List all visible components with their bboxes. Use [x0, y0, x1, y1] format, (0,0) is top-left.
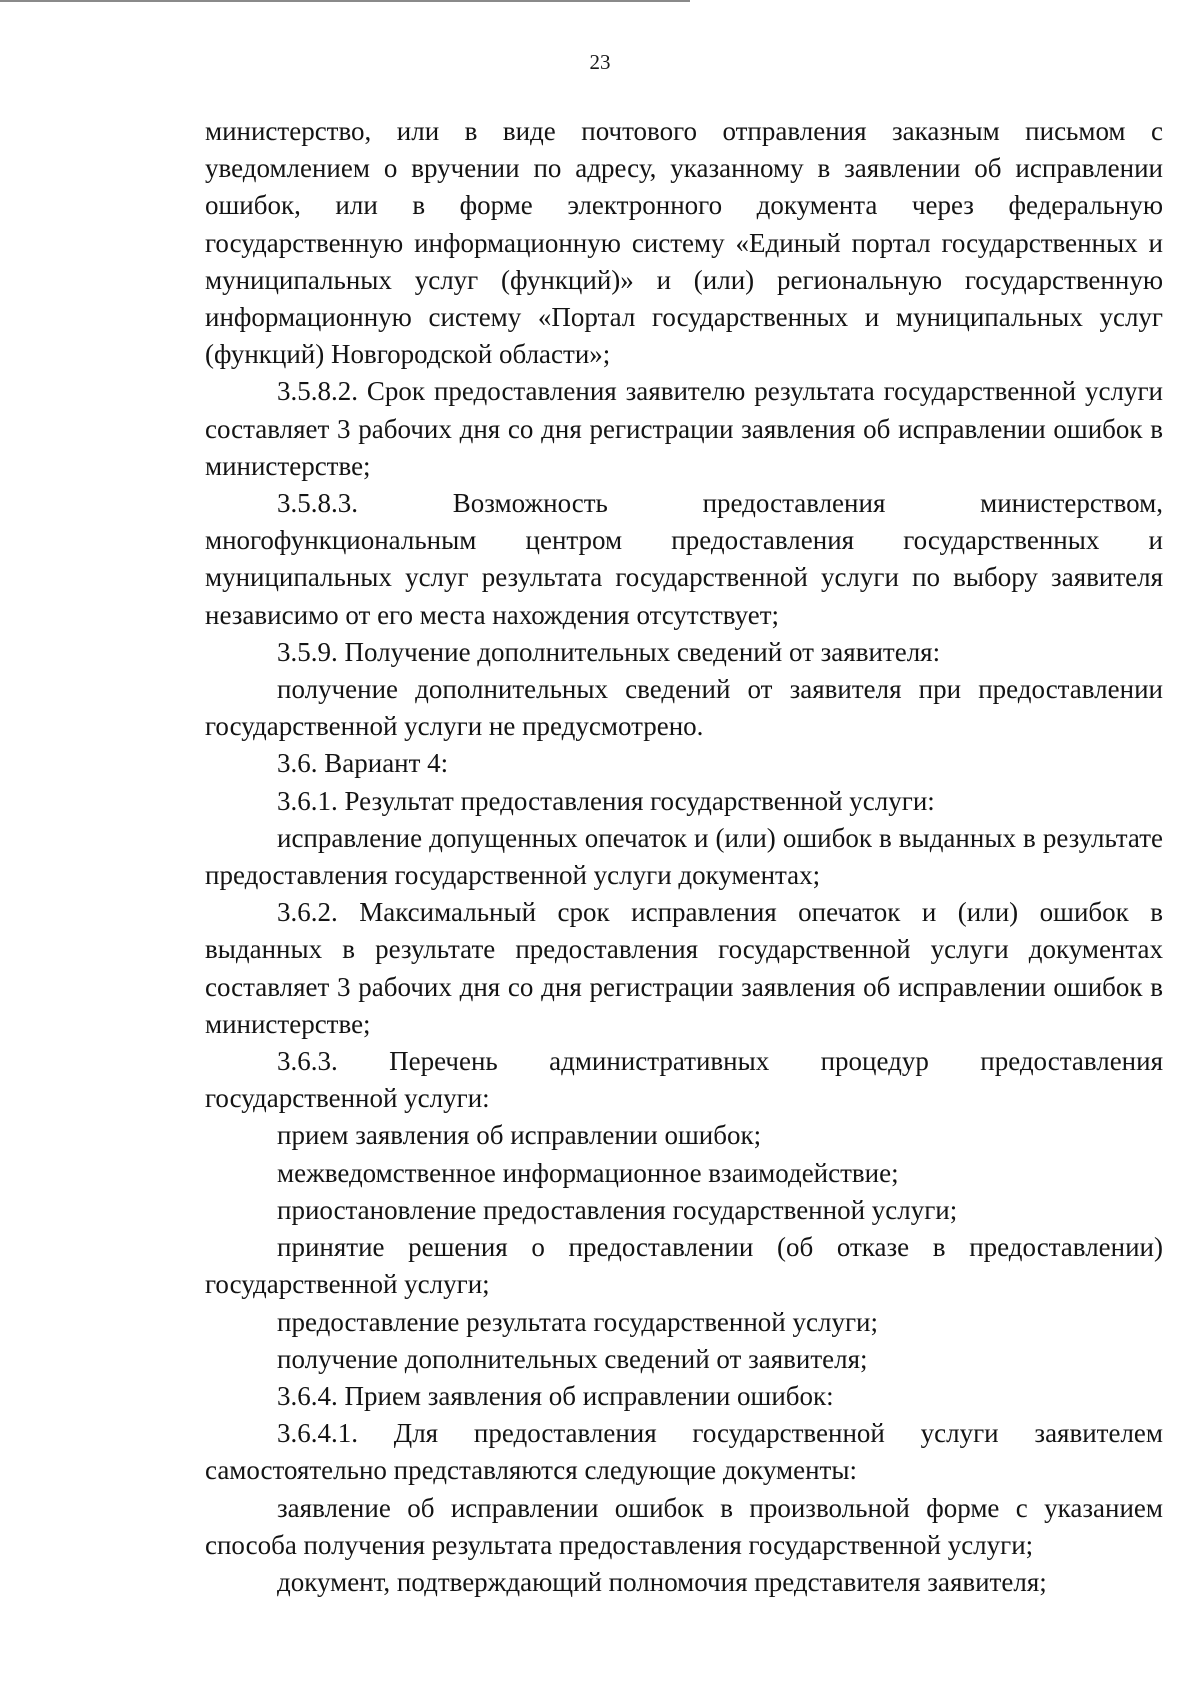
paragraph-3-5-9-text: получение дополнительных сведений от заявителя при предоставлении государственной услуги не предусмотрено. [205, 674, 1163, 742]
top-edge-line [0, 0, 690, 2]
paragraph-3-6-2: 3.6.2. Максимальный срок исправления опечаток и (или) ошибок в выданных в результате предоставления государственной услуги документах составляет 3 рабочих дня со дня регистрации заявления об исправлении ошибок в министерстве; [205, 897, 1163, 1039]
paragraph-3-6: 3.6. Вариант 4: [277, 748, 449, 779]
list-item-document-2: документ, подтверждающий полномочия представителя заявителя; [277, 1566, 1047, 1597]
paragraph-3-6-1-text: исправление допущенных опечаток и (или) ошибок в выданных в результате предоставления государственной услуги документах; [205, 822, 1163, 891]
document-body [205, 113, 1163, 1601]
list-item-procedure-3: приостановление предоставления государственной услуги; [277, 1194, 958, 1225]
list-item-procedure-1: прием заявления об исправлении ошибок; [277, 1120, 762, 1151]
paragraph-continuation: министерство, или в виде почтового отправления заказным письмом с уведомлением о вручении по адресу, указанному в заявлении об исправлении ошибок, или в форме электронного документа через федеральную государственную информационную систему «Единый портал государственных и муниципальных услуг (функций)» и (или) региональную государственную информационную систему «Портал государственных и муниципальных услуг (функций) Новгородской области»; [205, 116, 1163, 370]
page-number: 23 [589, 50, 611, 74]
list-item-procedure-4: принятие решения о предоставлении (об отказе в предоставлении) государственной услуги; [205, 1232, 1163, 1300]
list-item-procedure-5: предоставление результата государственной услуги; [277, 1306, 878, 1337]
paragraph-3-5-8-2: 3.5.8.2. Срок предоставления заявителю результата государственной услуги составляет 3 рабочих дня со дня регистрации заявления об исправлении ошибок в министерстве; [205, 376, 1163, 481]
paragraph-3-6-1: 3.6.1. Результат предоставления государственной услуги: [277, 785, 935, 816]
list-item-procedure-6: получение дополнительных сведений от заявителя; [277, 1343, 868, 1374]
paragraph-3-5-9: 3.5.9. Получение дополнительных сведений от заявителя: [277, 636, 941, 667]
paragraph-3-6-3: 3.6.3. Перечень административных процедур предоставления государственной услуги: [205, 1046, 1163, 1114]
list-item-procedure-2: межведомственное информационное взаимодействие; [277, 1157, 899, 1188]
paragraph-3-6-4: 3.6.4. Прием заявления об исправлении ошибок: [277, 1380, 834, 1411]
paragraph-3-6-4-1: 3.6.4.1. Для предоставления государственной услуги заявителем самостоятельно представляются следующие документы: [205, 1418, 1163, 1486]
list-item-document-1: заявление об исправлении ошибок в произвольной форме с указанием способа получения результата предоставления государственной услуги; [205, 1492, 1163, 1560]
paragraph-3-5-8-3: 3.5.8.3. Возможность предоставления министерством, многофункциональным центром предоставления государственных и муниципальных услуг результата государственной услуги по выбору заявителя независимо от его места нахождения отсутствует; [205, 488, 1163, 630]
